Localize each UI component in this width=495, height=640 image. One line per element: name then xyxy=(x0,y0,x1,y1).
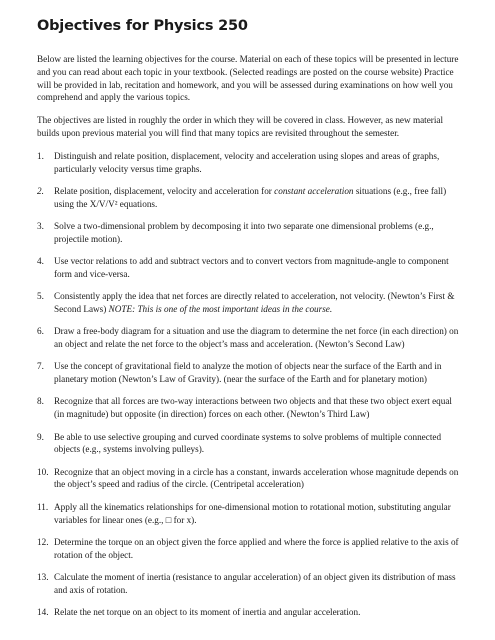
objective-number: 1. xyxy=(37,150,44,161)
objective-text: Solve a two-dimensional problem by decomposing it into two separate one dimensional problems (e.g., projectile motion). xyxy=(54,220,434,244)
objectives-list xyxy=(37,150,462,619)
objective-number: 6. xyxy=(37,326,44,337)
objective-item xyxy=(37,536,462,562)
objective-number: 2. xyxy=(37,185,44,196)
objective-text-emphasis: NOTE: This is one of the most important ideas in the course. xyxy=(108,303,333,314)
page-title: Objectives for Physics 250 xyxy=(37,18,248,34)
objective-text: Determine the torque on an object given the force applied and where the force is applied relative to the axis of rotation of the object. xyxy=(54,536,459,560)
objective-number: 10. xyxy=(37,466,49,477)
objective-number: 14. xyxy=(37,607,49,617)
objective-number: 4. xyxy=(37,256,44,267)
objective-item xyxy=(37,255,462,281)
objective-number: 11. xyxy=(37,501,49,512)
objective-text: Use vector relations to add and subtract vectors and to convert vectors from magnitude-angle to component form and vice-versa. xyxy=(54,256,449,279)
objective-item xyxy=(37,395,462,421)
objective-text: Relate the net torque on an object to its moment of inertia and angular acceleration. xyxy=(54,607,361,617)
objective-number: 13. xyxy=(37,571,49,582)
objective-text-part: Relate position, displacement, velocity and acceleration for xyxy=(54,185,275,196)
objective-item xyxy=(37,571,462,597)
intro-paragraph: The objectives are listed in roughly the order in which they will be covered in class. However, as new material builds upon previous material you will find that many topics are revisited throughout the semester. xyxy=(37,115,444,138)
objective-item xyxy=(37,150,462,176)
objective-number: 8. xyxy=(37,396,44,407)
objective-item xyxy=(37,466,462,492)
objective-item xyxy=(37,431,462,457)
intro-paragraph: Below are listed the learning objectives for the course. Material on each of these topics will be presented in lecture and you can read about each topic in your textbook. (Selected readings are posted on the course website) Practice will be provided in lab, recitation and homework, and you will be assessed during examinations on how well you comprehend and apply the various topics. xyxy=(37,54,459,103)
objective-text-part: Consistently apply the idea that net forces are directly related to acceleration, not velocity. (Newton’s First & Second Laws) xyxy=(54,291,455,314)
objective-item xyxy=(37,185,462,211)
objective-text xyxy=(54,290,462,316)
objective-item xyxy=(37,220,462,246)
objective-text: Draw a free-body diagram for a situation and use the diagram to determine the net force (in each direction) on an object and relate the net force to the object’s mass and acceleration. (Newton’s Second Law) xyxy=(54,326,459,350)
objective-item xyxy=(37,501,462,527)
objective-number: 5. xyxy=(37,291,44,302)
objective-text: Use the concept of gravitational field to analyze the motion of objects near the surface of the Earth and in planetary motion (Newton’s Law of Gravity). (near the surface of the Earth and for planetary motion) xyxy=(54,361,442,385)
objective-text-emphasis: constant acceleration xyxy=(274,185,354,196)
objective-number: 3. xyxy=(37,220,44,231)
objective-text: Be able to use selective grouping and curved coordinate systems to solve problems of multiple connected objects (e.g., systems involving pulleys). xyxy=(54,431,442,455)
objective-item xyxy=(37,360,462,386)
objective-text: Recognize that all forces are two-way interactions between two objects and that these two object exert equal (in magnitude) but opposite (in direction) forces on each other. (Newton’s Third Law) xyxy=(54,396,452,420)
objective-item xyxy=(37,290,462,316)
objective-number: 7. xyxy=(37,361,44,372)
objective-text: Calculate the moment of inertia (resistance to angular acceleration) of an object given its distribution of mass and axis of rotation. xyxy=(54,571,456,595)
objective-text: Apply all the kinematics relationships for one-dimensional motion to rotational motion, substituting angular variables for linear ones (e.g., □ for x). xyxy=(54,501,451,525)
objective-number: 12. xyxy=(37,536,49,547)
objective-item xyxy=(37,606,462,619)
objective-text: Recognize that an object moving in a circle has a constant, inwards acceleration whose magnitude depends on the object’s speed and radius of the circle. (Centripetal acceleration) xyxy=(54,466,459,490)
objective-text: Distinguish and relate position, displacement, velocity and acceleration using slopes and areas of graphs, particularly velocity versus time graphs. xyxy=(54,150,440,174)
objective-number: 9. xyxy=(37,431,44,442)
objective-item xyxy=(37,325,462,351)
objective-text-part: situations (e.g., free fall) using the X/V/V² equations. xyxy=(54,185,447,209)
objective-text xyxy=(54,185,462,211)
